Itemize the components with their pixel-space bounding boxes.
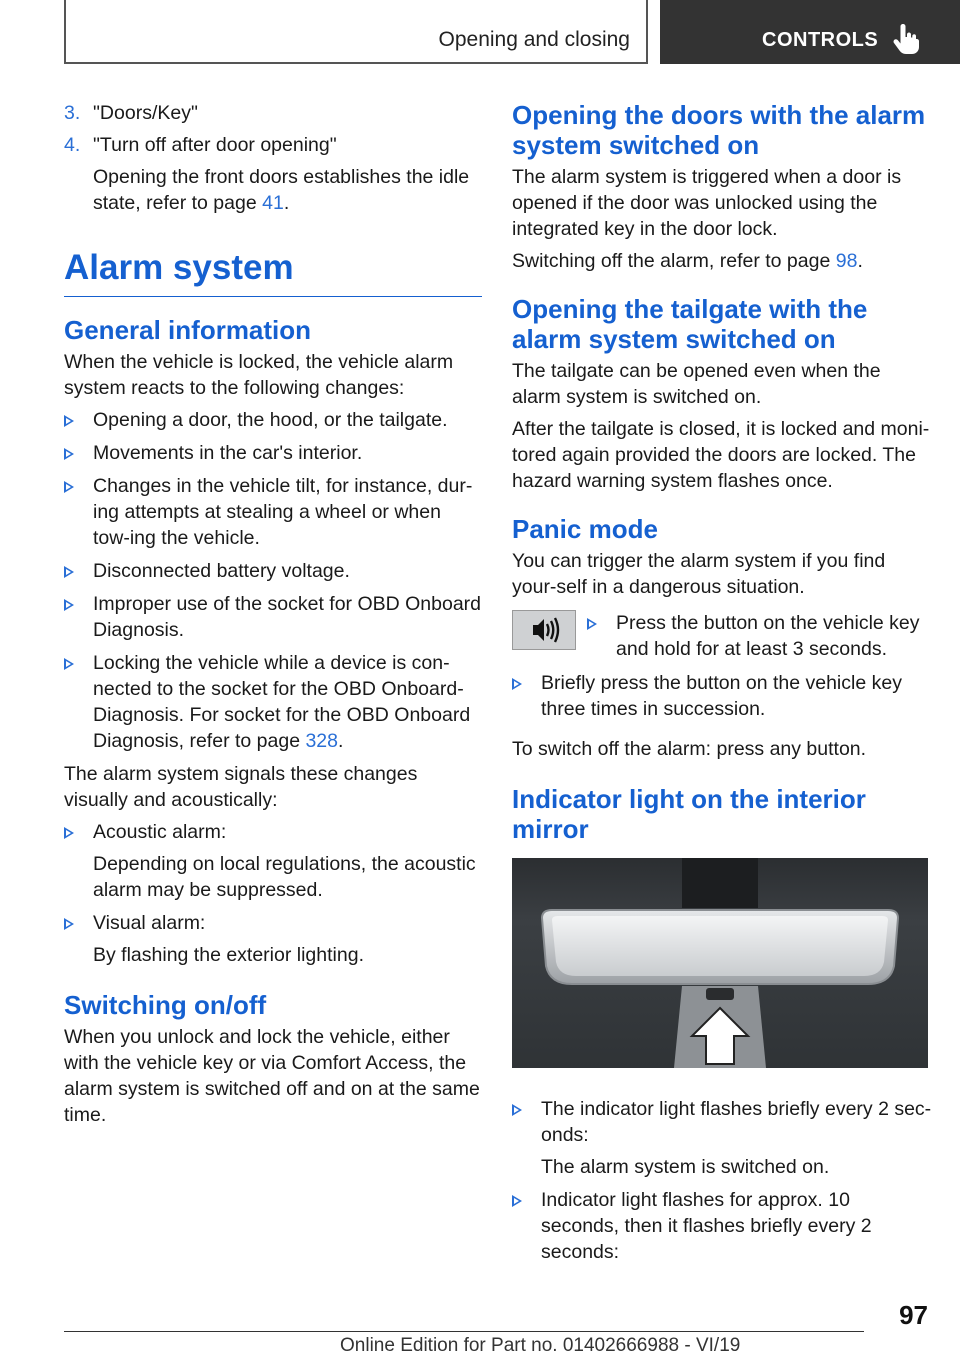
right-column [512, 100, 932, 1272]
panic-mode-list [587, 610, 932, 662]
triangle-bullet-icon [64, 599, 74, 611]
panic-mode-text: You can trigger the alarm system if you find your-self in a dangerous situation. [512, 550, 886, 598]
interior-mirror-image [512, 858, 928, 1068]
list-item: Improper use of the socket for OBD Onboard Diagnosis. [64, 591, 482, 643]
list-item: Acoustic alarm: Depending on local regulations, the acoustic alarm may be suppressed. [64, 819, 482, 903]
tailgate-text-2: After the tailgate is closed, it is locked and moni-tored again provided the doors are locked. The hazard warning system flashes once. [512, 418, 930, 492]
switch-off-alarm-reference: Switching off the alarm, refer to page 98. [512, 250, 863, 272]
triangle-bullet-icon [64, 827, 74, 839]
interior-mirror-illustration [512, 858, 928, 1068]
list-item: Movements in the car's interior. [64, 440, 482, 466]
tailgate-text-1: The tailgate can be opened even when the alarm system is switched on. [512, 360, 881, 408]
acoustic-alarm-note: Depending on local regulations, the acoustic alarm may be suppressed. [93, 853, 476, 901]
triangle-bullet-icon [64, 566, 74, 578]
list-item: Visual alarm: By flashing the exterior lighting. [64, 910, 482, 968]
heading-general-information: General information [64, 315, 312, 345]
switch-off-alarm-text: To switch off the alarm: press any button. [512, 738, 867, 760]
footer-edition-text: Online Edition for Part no. 01402666988 - VI/19 [340, 1335, 741, 1356]
triangle-bullet-icon [64, 918, 74, 930]
header-section-title: Opening and closing [438, 28, 630, 51]
item-4-description: Opening the front doors establishes the idle state, refer to page 41. [93, 166, 470, 214]
triangle-bullet-icon [512, 1104, 522, 1116]
footer-divider [64, 1331, 864, 1332]
list-item: Locking the vehicle while a device is con-nected to the socket for the OBD Onboard-Diagnosis. For socket for the OBD Onboard Diagnosis, refer to page 328. [64, 650, 482, 754]
list-item: Changes in the vehicle tilt, for instance, dur-ing attempts at stealing a wheel or when tow-ing the vehicle. [64, 473, 482, 551]
heading-indicator-light-mirror: Indicator light on the interior mirror [512, 784, 866, 844]
triangle-bullet-icon [512, 678, 522, 690]
item-number: 4. [64, 134, 81, 156]
indicator-light-list [512, 1096, 932, 1265]
list-item: Disconnected battery voltage. [64, 558, 482, 584]
panic-button-image [512, 610, 576, 650]
item-text: "Doors/Key" [93, 102, 198, 124]
page-link-328[interactable]: 328 [305, 730, 338, 752]
page-link-41[interactable]: 41 [262, 192, 284, 214]
list-item: Briefly press the button on the vehicle key three times in succession. [512, 670, 932, 722]
triangle-bullet-icon [587, 618, 597, 630]
hand-pointer-icon [890, 22, 922, 56]
indicator-status-note: The alarm system is switched on. [541, 1156, 830, 1178]
signals-intro-text: The alarm system signals these changes visually and acoustically: [64, 763, 418, 811]
triangle-bullet-icon [512, 1195, 522, 1207]
page-link-98[interactable]: 98 [835, 250, 858, 272]
visual-alarm-note: By flashing the exterior lighting. [93, 944, 364, 966]
list-item: Indicator light flashes for approx. 10 seconds, then it flashes briefly every 2 seconds: [512, 1187, 932, 1265]
item-text: "Turn off after door opening" [93, 134, 337, 156]
triangle-bullet-icon [64, 448, 74, 460]
switching-text: When you unlock and lock the vehicle, either with the vehicle key or via Comfort Access, the alarm system is switched off and on at the same time. [64, 1026, 480, 1126]
page-number: 97 [899, 1300, 928, 1330]
header-section-box [64, 0, 648, 64]
triangle-bullet-icon [64, 415, 74, 427]
section-heading-alarm-system: Alarm system [64, 246, 482, 297]
alarm-signal-list [64, 819, 482, 968]
general-intro-text: When the vehicle is locked, the vehicle alarm system reacts to the following changes: [64, 351, 454, 399]
panic-mode-list-continued [512, 670, 932, 722]
left-column [64, 100, 482, 1128]
triangle-bullet-icon [64, 658, 74, 670]
panic-mode-instructions [512, 610, 932, 670]
panic-horn-icon [513, 611, 575, 649]
alarm-trigger-list [64, 407, 482, 754]
header-chapter-tab [660, 0, 960, 64]
heading-opening-doors-alarm: Opening the doors with the alarm system switched on [512, 100, 926, 160]
list-item: Opening a door, the hood, or the tailgate. [64, 407, 482, 433]
heading-panic-mode: Panic mode [512, 514, 658, 544]
doors-alarm-text: The alarm system is triggered when a door is opened if the door was unlocked using the integrated key in the door lock. [512, 166, 902, 240]
header-chapter-title: CONTROLS [762, 29, 879, 51]
item-number: 3. [64, 102, 81, 124]
list-item: Press the button on the vehicle key and hold for at least 3 seconds. [587, 610, 932, 662]
heading-opening-tailgate-alarm: Opening the tailgate with the alarm system switched on [512, 294, 868, 354]
triangle-bullet-icon [64, 481, 74, 493]
list-item [64, 100, 482, 126]
heading-switching-on-off: Switching on/off [64, 990, 267, 1020]
list-item: The indicator light flashes briefly every 2 sec-onds: The alarm system is switched on. [512, 1096, 932, 1180]
list-item [64, 132, 482, 158]
